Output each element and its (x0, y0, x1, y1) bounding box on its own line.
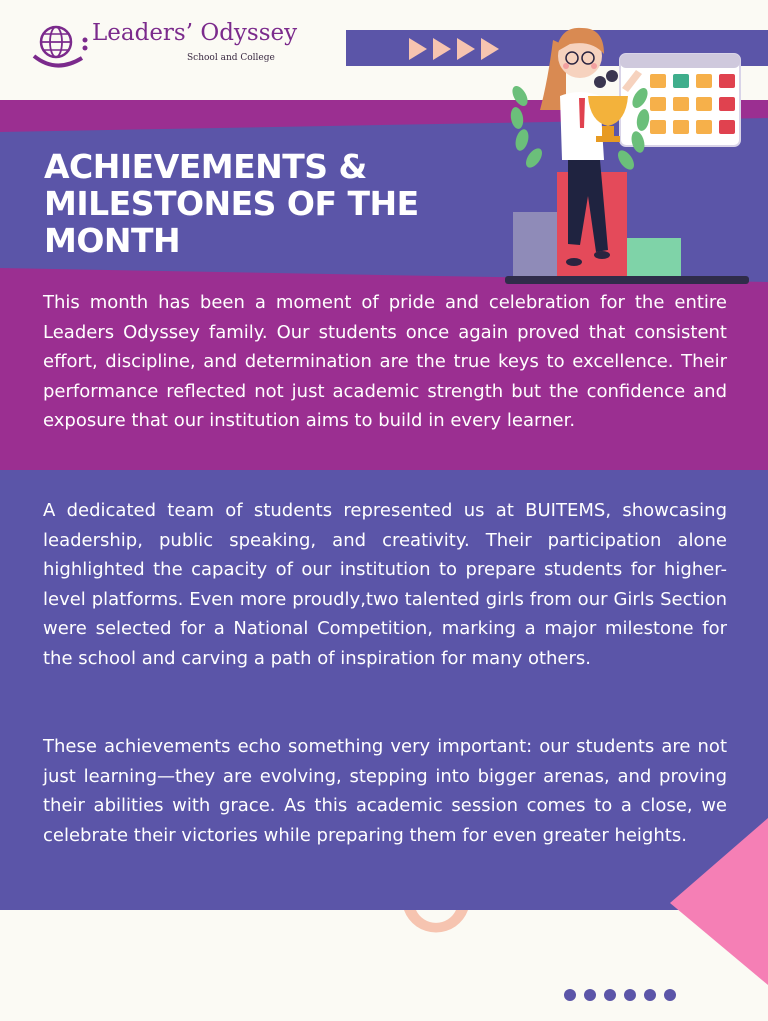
title-line-2: MILESTONES OF THE (44, 184, 419, 223)
logo-name: Leaders’ Odyssey (92, 20, 298, 46)
dot-icon (584, 989, 596, 1001)
grey-block (513, 212, 557, 278)
dot-icon (664, 989, 676, 1001)
decorative-dots (564, 989, 676, 1001)
paragraph-intro: This month has been a moment of pride and celebration for the entire Leaders Odyssey family. Our students once again proved that consistent effort, discipline, and determination are the true keys to excellence. Their performance reflected not just academic strength but the confidence and exposure that our institution aims to build in every learner. (43, 292, 727, 431)
peach-half-ring (404, 910, 468, 933)
globe-logo-icon (30, 18, 90, 76)
ground-line (505, 276, 749, 284)
page-title (44, 148, 474, 259)
school-logo (30, 18, 298, 80)
dot-icon (564, 989, 576, 1001)
paragraph-conclusion: These achievements echo something very important: our students are not just learning—they are evolving, stepping into bigger arenas, and proving their abilities with grace. As this academic session comes to a close, we celebrate their victories while preparing them for even greater heights. (43, 736, 727, 846)
dot-icon (624, 989, 636, 1001)
title-line-1: ACHIEVEMENTS & (44, 147, 367, 186)
green-block (627, 238, 681, 278)
paragraph-buitems: A dedicated team of students represented us at BUITEMS, showcasing leadership, public speaking, and creativity. Their participation alone highlighted the capacity of our institution to prepare students for higher-level platforms. Even more proudly,two talented girls from our Girls Section were selected for a National Competition, marking a major milestone for the school and carving a path of inspiration for many others. (43, 500, 727, 669)
title-line-3: MONTH (44, 221, 181, 260)
dot-icon (604, 989, 616, 1001)
dot-icon (644, 989, 656, 1001)
logo-subtitle: School and College (187, 53, 275, 63)
